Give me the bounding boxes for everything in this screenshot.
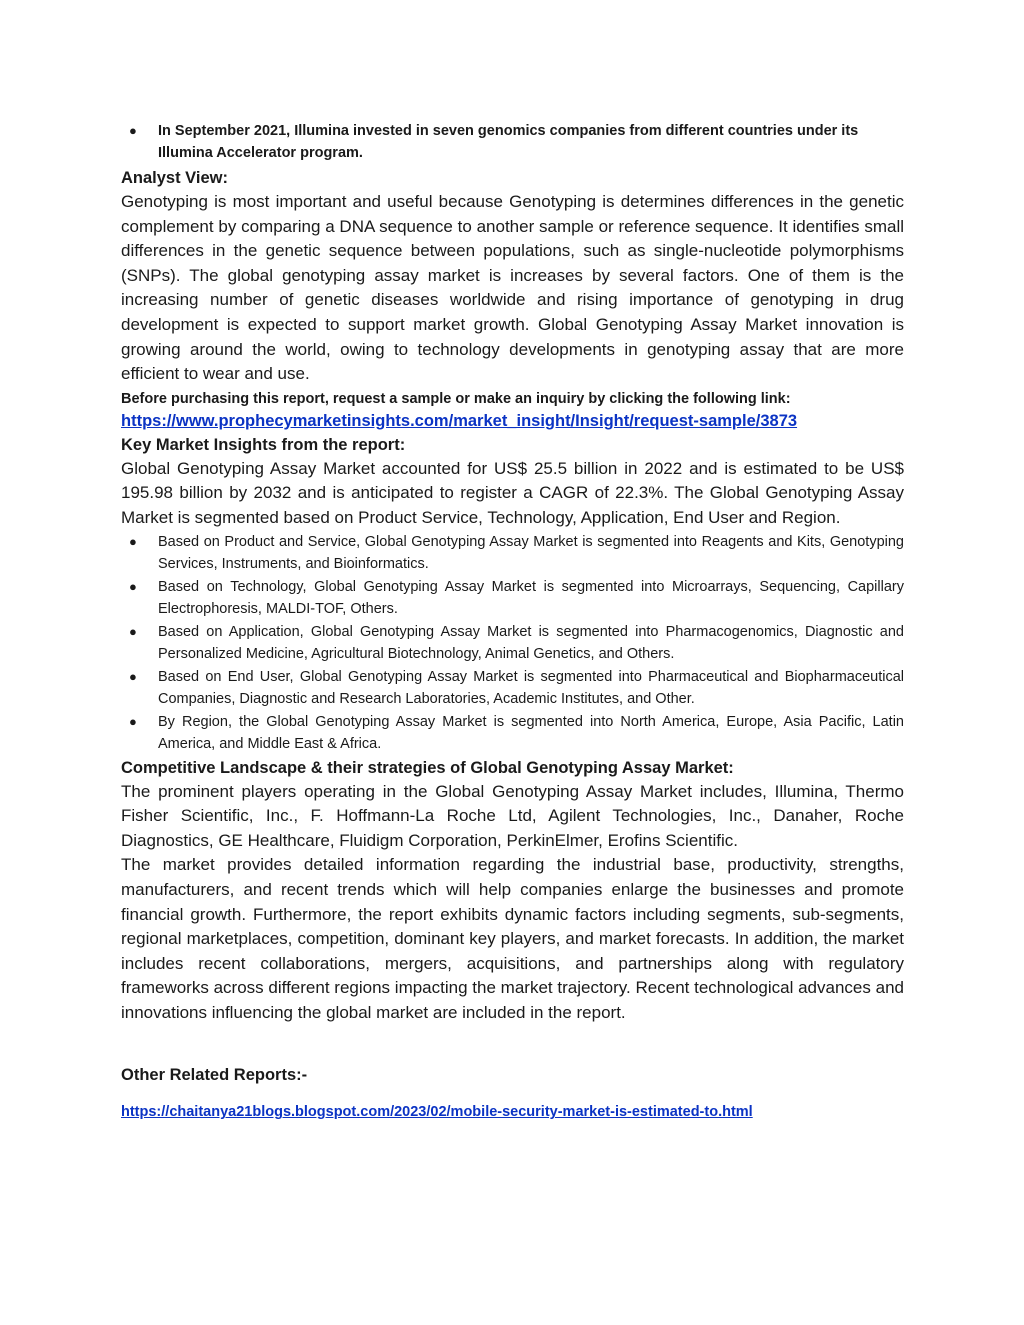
segment-text: Based on End User, Global Genotyping Assay Market is segmented into Pharmaceutical and Biopharmaceutical Companies, Diagnostic and Research Laboratories, Academic Institutes, and Other.	[158, 668, 904, 708]
list-item	[121, 711, 904, 756]
competitive-players-text: The prominent players operating in the Global Genotyping Assay Market includes, Illumina, Thermo Fisher Scientific, Inc., F. Hoffmann-La Roche Ltd, Agilent Technologies, Inc., Danaher, Roche Diagnostics, GE Healthcare, Fluidigm Corporation, PerkinElmer, Erofins Scientific.	[121, 781, 904, 850]
request-sample-link[interactable]: https://www.prophecymarketinsights.com/market_insight/Insight/request-sample/3873	[121, 411, 798, 430]
related-reports-heading: Other Related Reports:-	[121, 1066, 308, 1085]
related-report-link[interactable]: https://chaitanya21blogs.blogspot.com/2023/02/mobile-security-market-is-estimated-to.html	[121, 1104, 753, 1121]
bullet-icon: ●	[129, 578, 137, 594]
bullet-icon: ●	[129, 623, 137, 639]
list-item	[121, 666, 904, 711]
top-bullet-list	[121, 120, 904, 164]
analyst-view-heading: Analyst View:	[121, 169, 228, 187]
segment-text: Based on Application, Global Genotyping Assay Market is segmented into Pharmacogenomics, Diagnostic and Personalized Medicine, Agricultural Biotechnology, Animal Genetics, and Others.	[158, 623, 904, 663]
list-item	[121, 576, 904, 621]
list-item	[121, 531, 904, 576]
segment-text: Based on Product and Service, Global Genotyping Assay Market is segmented into Reagents and Kits, Genotyping Services, Instruments, and Bioinformatics.	[158, 533, 904, 573]
top-bullet-text: In September 2021, Illumina invested in seven genomics companies from different countries under its Illumina Accelerator program.	[158, 123, 859, 161]
analyst-view-text: Genotyping is most important and useful because Genotyping is determines differences in the genetic complement by comparing a DNA sequence to another sample or reference sequence. It identifies small differences in the genetic sequence between populations, such as single-nucleotide polymorphisms (SNPs). The global genotyping assay market is increases by several factors. One of them is the increasing number of genetic diseases worldwide and rising importance of genotyping in drug development is expected to support market growth. Global Genotyping Assay Market innovation is growing around the world, owing to technology developments in genotyping assay that are more efficient to wear and use.	[121, 192, 904, 384]
bullet-icon: ●	[129, 123, 137, 138]
document-page	[121, 120, 904, 1123]
list-item	[121, 120, 904, 164]
segment-text: By Region, the Global Genotyping Assay Market is segmented into North America, Europe, Asia Pacific, Latin America, and Middle East & Africa.	[158, 713, 904, 753]
segment-list	[121, 531, 904, 756]
bullet-icon: ●	[129, 668, 137, 684]
segment-text: Based on Technology, Global Genotyping Assay Market is segmented into Microarrays, Sequencing, Capillary Electrophoresis, MALDI-TOF, Others.	[158, 578, 904, 618]
competitive-heading: Competitive Landscape & their strategies of Global Genotyping Assay Market:	[121, 758, 734, 777]
spacer	[121, 1025, 904, 1063]
list-item	[121, 621, 904, 666]
sample-notice: Before purchasing this report, request a sample or make an inquiry by clicking the following link:	[121, 390, 791, 407]
market-description-text: The market provides detailed information regarding the industrial base, productivity, strengths, manufacturers, and recent trends which will help companies enlarge the businesses and promote financial growth. Furthermore, the report exhibits dynamic factors including segments, sub-segments, regional marketplaces, competition, dominant key players, and market forecasts. In addition, the market includes recent collaborations, mergers, acquisitions, and partnerships along with regulatory frameworks across different regions impacting the market trajectory. Recent technological advances and innovations influencing the global market are included in the report.	[121, 855, 904, 1022]
key-insights-text: Global Genotyping Assay Market accounted for US$ 25.5 billion in 2022 and is estimated to be US$ 195.98 billion by 2032 and is anticipated to register a CAGR of 22.3%. The Global Genotyping Assay Market is segmented based on Product Service, Technology, Application, End User and Region.	[121, 458, 904, 527]
key-insights-heading: Key Market Insights from the report:	[121, 435, 406, 454]
bullet-icon: ●	[129, 533, 137, 549]
bullet-icon: ●	[129, 713, 137, 729]
